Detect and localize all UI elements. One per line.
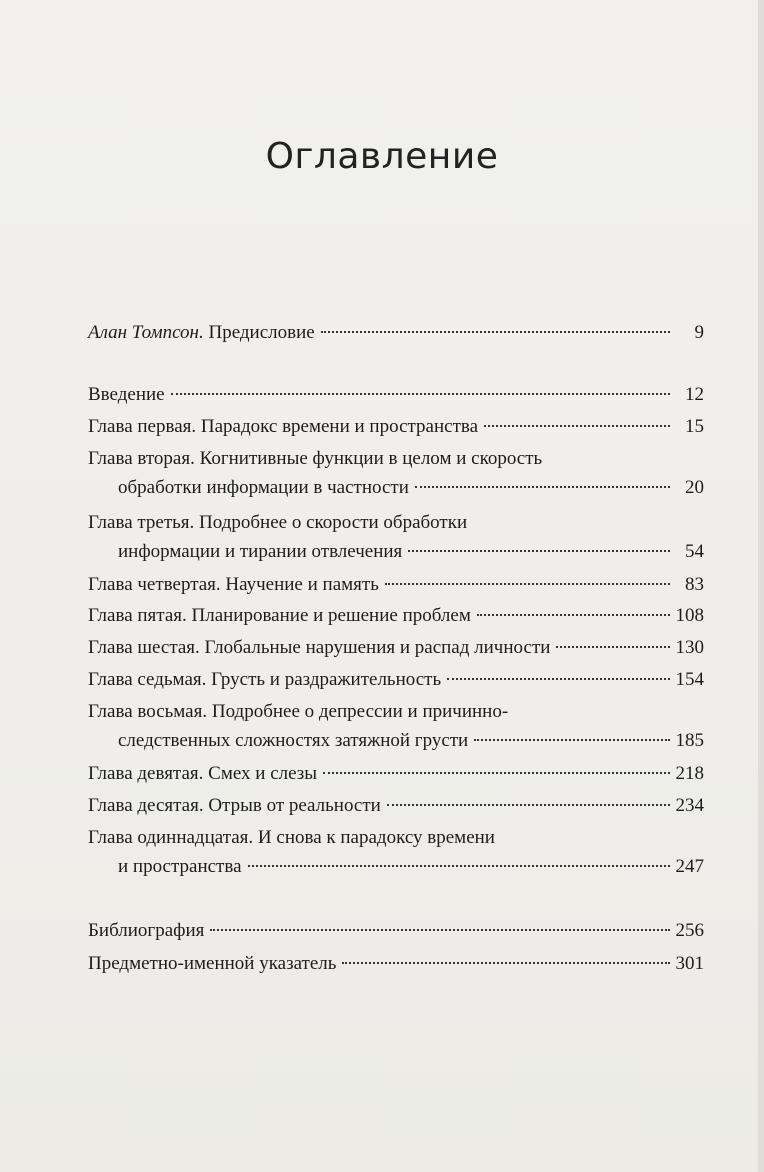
toc-entry-chapter-3[interactable] bbox=[88, 508, 704, 566]
leader-dots bbox=[415, 486, 670, 488]
entry-title: Глава пятая. Планирование и решение проблем bbox=[88, 605, 471, 626]
leader-dots bbox=[385, 583, 670, 585]
leader-dots bbox=[321, 331, 670, 333]
toc-entry-chapter-5[interactable] bbox=[88, 601, 704, 630]
page-number: 15 bbox=[685, 416, 704, 437]
page-number: 218 bbox=[675, 763, 704, 784]
entry-title-line-1: Глава третья. Подробнее о скорости обработки bbox=[88, 512, 468, 533]
entry-title-line-2: следственных сложностях затяжной грусти bbox=[118, 730, 469, 751]
page-number: 108 bbox=[675, 605, 704, 626]
page-title: Оглавление bbox=[265, 136, 499, 178]
entry-title: Введение bbox=[88, 384, 165, 405]
entry-title: Глава первая. Парадокс времени и пространства bbox=[88, 416, 479, 437]
toc-entry-chapter-9[interactable] bbox=[88, 759, 704, 788]
page-number: 54 bbox=[685, 541, 704, 562]
page-number: 20 bbox=[685, 477, 704, 498]
toc-entry-chapter-8[interactable] bbox=[88, 697, 704, 755]
page-number: 12 bbox=[685, 384, 704, 405]
leader-dots bbox=[342, 962, 669, 964]
entry-title-line-1: Глава вторая. Когнитивные функции в целом и скорость bbox=[88, 448, 543, 469]
leader-dots bbox=[556, 646, 669, 648]
page-number: 83 bbox=[685, 574, 704, 595]
toc-entry-chapter-1[interactable] bbox=[88, 412, 704, 441]
entry-author: Алан Томпсон. bbox=[88, 322, 204, 343]
toc-entry-chapter-10[interactable] bbox=[88, 791, 704, 820]
toc-entry-chapter-11[interactable] bbox=[88, 823, 704, 881]
entry-title: Глава десятая. Отрыв от реальности bbox=[88, 795, 381, 816]
toc-entry-chapter-4[interactable] bbox=[88, 570, 704, 599]
toc-entry-bibliography[interactable] bbox=[88, 916, 704, 945]
leader-dots bbox=[248, 865, 670, 867]
toc-entry-preface[interactable] bbox=[88, 318, 704, 347]
entry-title-line-2: обработки информации в частности bbox=[118, 477, 409, 498]
entry-title: Глава девятая. Смех и слезы bbox=[88, 763, 318, 784]
toc-entry-introduction[interactable] bbox=[88, 380, 704, 409]
toc-entry-chapter-6[interactable] bbox=[88, 633, 704, 662]
toc-entry-chapter-7[interactable] bbox=[88, 665, 704, 694]
entry-title: Предметно-именной указатель bbox=[88, 953, 337, 974]
page-number: 301 bbox=[675, 953, 704, 974]
page-number: 234 bbox=[675, 795, 704, 816]
entry-title: Глава шестая. Глобальные нарушения и распад личности bbox=[88, 637, 551, 658]
page-number: 185 bbox=[675, 730, 704, 751]
entry-title: Библиография bbox=[88, 920, 205, 941]
page-number: 154 bbox=[675, 669, 704, 690]
entry-title: Предисловие bbox=[203, 322, 315, 343]
entry-title-line-2: и пространства bbox=[118, 856, 242, 877]
leader-dots bbox=[474, 739, 669, 741]
leader-dots bbox=[408, 550, 670, 552]
toc-entry-chapter-2[interactable] bbox=[88, 444, 704, 502]
leader-dots bbox=[477, 614, 670, 616]
leader-dots bbox=[323, 772, 669, 774]
page-number: 9 bbox=[694, 322, 704, 343]
leader-dots bbox=[171, 393, 670, 395]
entry-title-line-1: Глава восьмая. Подробнее о депрессии и причинно- bbox=[88, 701, 509, 722]
page-number: 256 bbox=[675, 920, 704, 941]
page-number: 130 bbox=[675, 637, 704, 658]
entry-title-line-1: Глава одиннадцатая. И снова к парадоксу времени bbox=[88, 827, 495, 848]
toc-entry-index[interactable] bbox=[88, 949, 704, 978]
page-number: 247 bbox=[675, 856, 704, 877]
entry-title-line-2: информации и тирании отвлечения bbox=[118, 541, 403, 562]
leader-dots bbox=[447, 678, 669, 680]
leader-dots bbox=[210, 929, 669, 931]
leader-dots bbox=[484, 425, 670, 427]
entry-title: Глава седьмая. Грусть и раздражительность bbox=[88, 669, 442, 690]
leader-dots bbox=[387, 804, 670, 806]
entry-title: Глава четвертая. Научение и память bbox=[88, 574, 379, 595]
